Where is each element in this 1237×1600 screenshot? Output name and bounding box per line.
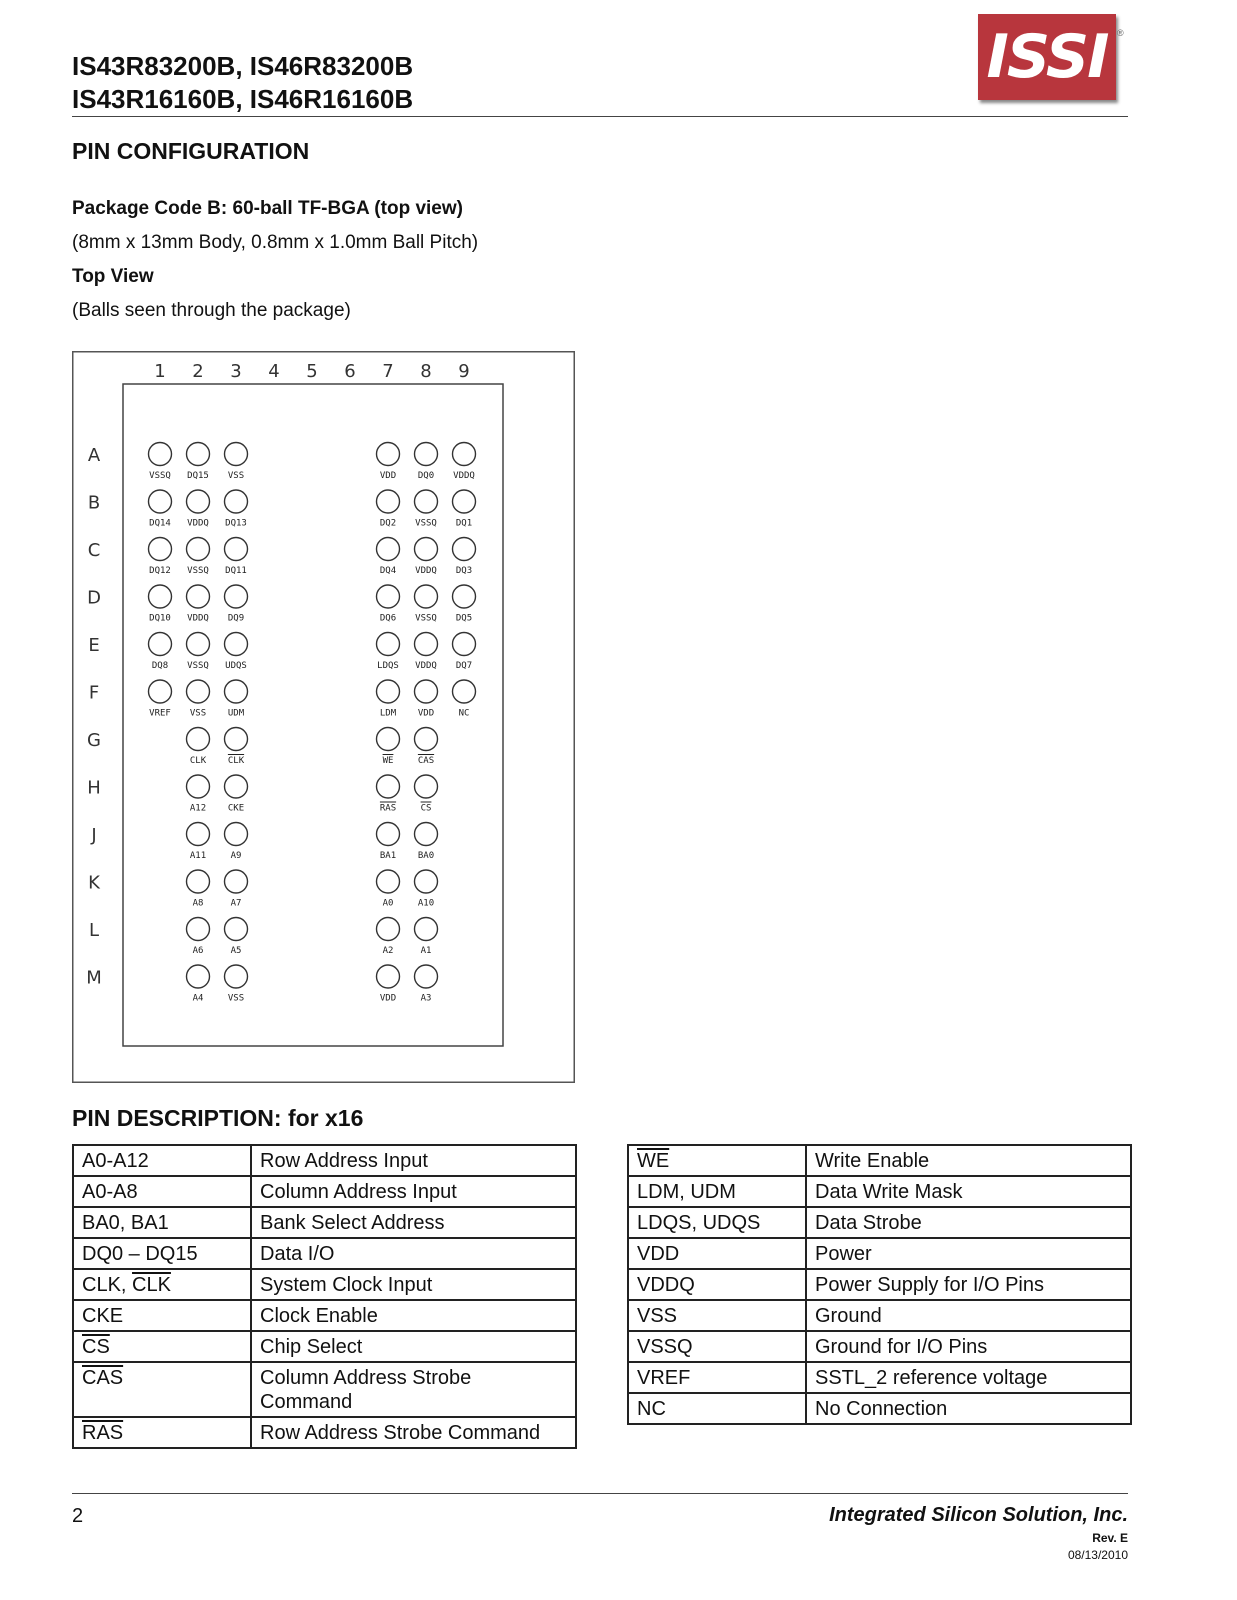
ball bbox=[187, 443, 210, 466]
company-name: Integrated Silicon Solution, Inc. bbox=[829, 1504, 1128, 1526]
table-row bbox=[73, 1417, 576, 1448]
title-line-2: IS43R16160B, IS46R16160B bbox=[72, 84, 414, 114]
table-row bbox=[73, 1331, 576, 1362]
pin-desc-line: Command bbox=[260, 1391, 353, 1413]
ball bbox=[415, 538, 438, 561]
ball bbox=[453, 585, 476, 608]
issi-logo bbox=[978, 14, 1116, 100]
column-number: 4 bbox=[268, 361, 280, 382]
ball-label: VDDQ bbox=[187, 613, 209, 624]
ball-label: CS bbox=[420, 803, 432, 814]
ball bbox=[149, 680, 172, 703]
column-number: 2 bbox=[192, 361, 204, 382]
column-number: 7 bbox=[382, 361, 394, 382]
ball bbox=[149, 538, 172, 561]
ball-label: A4 bbox=[192, 993, 204, 1004]
table-row bbox=[73, 1207, 576, 1238]
ball-label: DQ7 bbox=[455, 661, 473, 671]
ball-diagram bbox=[72, 351, 575, 1083]
pin-desc: Data I/O bbox=[251, 1238, 576, 1269]
pin-name-overline: $\overline{WE}$ bbox=[637, 1150, 670, 1172]
pin-name: BA0, BA1 bbox=[73, 1207, 251, 1238]
ball bbox=[377, 680, 400, 703]
pin-name-overline: $\overline{CLK}$ bbox=[132, 1274, 171, 1296]
ball bbox=[415, 633, 438, 656]
table-row bbox=[73, 1176, 576, 1207]
row-letter: G bbox=[87, 730, 101, 751]
ball-label: VSSQ bbox=[415, 613, 437, 624]
ball bbox=[415, 870, 438, 893]
ball-label: DQ8 bbox=[151, 661, 169, 671]
table-row bbox=[73, 1238, 576, 1269]
ball-label: DQ6 bbox=[379, 613, 397, 624]
column-number: 3 bbox=[230, 361, 242, 382]
ball bbox=[225, 728, 248, 751]
ball-label: VSS bbox=[189, 708, 207, 719]
table-row bbox=[628, 1300, 1131, 1331]
pin-name-overline: $\overline{CAS}$ bbox=[82, 1367, 124, 1389]
ball-label: DQ14 bbox=[149, 518, 171, 529]
ball-label: A6 bbox=[192, 946, 204, 956]
pin-desc: Ground bbox=[806, 1300, 1131, 1331]
pin-description-table-left bbox=[72, 1144, 577, 1449]
ball-label: A10 bbox=[417, 898, 435, 909]
row-letter: M bbox=[86, 967, 102, 989]
ball bbox=[187, 823, 210, 846]
ball bbox=[377, 823, 400, 846]
ball-label: A12 bbox=[189, 803, 207, 814]
ball bbox=[415, 585, 438, 608]
ball-label: VDDQ bbox=[415, 566, 437, 576]
page-number: 2 bbox=[72, 1505, 84, 1527]
ball-label: VREF bbox=[149, 708, 171, 719]
pin-name bbox=[628, 1145, 806, 1176]
table-row bbox=[73, 1145, 576, 1176]
ball-label: BA0 bbox=[417, 851, 435, 861]
ball-label: VSS bbox=[227, 993, 245, 1004]
ball-label: VDD bbox=[417, 708, 435, 719]
ball-label: A5 bbox=[230, 946, 242, 956]
ball bbox=[377, 918, 400, 941]
ball bbox=[415, 775, 438, 798]
ball bbox=[225, 870, 248, 893]
pin-description-table-right bbox=[627, 1144, 1132, 1425]
pin-name: VSS bbox=[628, 1300, 806, 1331]
row-letter: J bbox=[91, 825, 97, 846]
ball bbox=[415, 965, 438, 988]
ball-label: VDDQ bbox=[453, 471, 475, 481]
pin-desc: Row Address Input bbox=[251, 1145, 576, 1176]
ball bbox=[453, 633, 476, 656]
pin-desc: Clock Enable bbox=[251, 1300, 576, 1331]
package-dimensions-line: (8mm x 13mm Body, 0.8mm x 1.0mm Ball Pitch) bbox=[72, 232, 479, 253]
document-title bbox=[72, 50, 413, 116]
table-row bbox=[628, 1393, 1131, 1424]
logo-text: ISSI bbox=[986, 22, 1108, 92]
ball bbox=[377, 490, 400, 513]
package-code-line: Package Code B: 60-ball TF-BGA (top view) bbox=[72, 198, 463, 219]
table-row bbox=[628, 1331, 1131, 1362]
pin-name: A0-A8 bbox=[73, 1176, 251, 1207]
pin-desc: Data Write Mask bbox=[806, 1176, 1131, 1207]
ball-label: DQ4 bbox=[379, 566, 397, 576]
column-number: 6 bbox=[344, 361, 356, 382]
revision: Rev. E bbox=[1092, 1531, 1128, 1545]
revision-date: 08/13/2010 bbox=[1067, 1548, 1128, 1562]
ball bbox=[453, 490, 476, 513]
pin-name-overline: $\overline{CS}$ bbox=[82, 1336, 110, 1358]
ball bbox=[187, 728, 210, 751]
registered-mark: ® bbox=[1117, 28, 1124, 38]
pin-name: VSSQ bbox=[628, 1331, 806, 1362]
ball bbox=[377, 633, 400, 656]
ball-diagram-svg bbox=[72, 351, 575, 1083]
ball-label: VDD bbox=[379, 993, 397, 1004]
pin-desc: Bank Select Address bbox=[251, 1207, 576, 1238]
ball-label: LDM bbox=[379, 708, 397, 719]
table-row bbox=[73, 1362, 576, 1417]
ball bbox=[377, 870, 400, 893]
ball bbox=[415, 728, 438, 751]
pin-desc-line: Column Address Strobe bbox=[260, 1367, 472, 1389]
pin-name: VREF bbox=[628, 1362, 806, 1393]
ball bbox=[225, 823, 248, 846]
pin-name: NC bbox=[628, 1393, 806, 1424]
ball-label: VSS bbox=[227, 471, 245, 481]
ball-label: DQ1 bbox=[455, 518, 473, 529]
ball-label: A7 bbox=[230, 898, 242, 909]
ball-label: DQ15 bbox=[187, 471, 209, 481]
ball bbox=[415, 490, 438, 513]
pin-desc: System Clock Input bbox=[251, 1269, 576, 1300]
ball bbox=[149, 585, 172, 608]
ball bbox=[225, 490, 248, 513]
ball bbox=[225, 965, 248, 988]
row-letter: L bbox=[88, 920, 100, 941]
pin-desc: Column Address Input bbox=[251, 1176, 576, 1207]
ball bbox=[149, 443, 172, 466]
ball-label: DQ11 bbox=[225, 566, 247, 576]
pin-name: VDD bbox=[628, 1238, 806, 1269]
ball bbox=[225, 918, 248, 941]
ball-label: DQ13 bbox=[225, 518, 247, 529]
ball-label: DQ12 bbox=[149, 566, 171, 576]
ball-label: A9 bbox=[230, 851, 242, 861]
table-row bbox=[73, 1269, 576, 1300]
row-letter: H bbox=[87, 777, 101, 799]
ball bbox=[415, 918, 438, 941]
pin-desc: Data Strobe bbox=[806, 1207, 1131, 1238]
pin-configuration-heading: PIN CONFIGURATION bbox=[72, 138, 310, 164]
ball-label: CKE bbox=[227, 803, 245, 814]
pin-name: CKE bbox=[73, 1300, 251, 1331]
pin-desc: Ground for I/O Pins bbox=[806, 1331, 1131, 1362]
pin-desc: Row Address Strobe Command bbox=[251, 1417, 576, 1448]
balls-note: (Balls seen through the package) bbox=[72, 300, 351, 321]
ball bbox=[453, 443, 476, 466]
pin-desc: Power Supply for I/O Pins bbox=[806, 1269, 1131, 1300]
ball-label: WE bbox=[382, 756, 394, 766]
ball bbox=[453, 680, 476, 703]
pin-name-part: CLK, bbox=[82, 1274, 133, 1296]
ball-label: RAS bbox=[379, 803, 397, 814]
diagram-frame bbox=[73, 352, 575, 1083]
pin-name: LDQS, UDQS bbox=[628, 1207, 806, 1238]
ball bbox=[187, 585, 210, 608]
ball bbox=[377, 775, 400, 798]
ball-label: A11 bbox=[189, 851, 207, 861]
ball-label: VDDQ bbox=[187, 518, 209, 529]
pin-name: A0-A12 bbox=[73, 1145, 251, 1176]
ball bbox=[225, 680, 248, 703]
ball bbox=[415, 823, 438, 846]
column-number: 5 bbox=[306, 361, 318, 382]
ball-label: VSSQ bbox=[149, 471, 171, 481]
ball bbox=[415, 443, 438, 466]
pin-name bbox=[73, 1331, 251, 1362]
row-letter: B bbox=[87, 492, 101, 514]
ball-label: CAS bbox=[417, 756, 435, 766]
ball-label: DQ0 bbox=[417, 471, 435, 481]
ball bbox=[187, 538, 210, 561]
ball-label: UDQS bbox=[225, 661, 247, 671]
header-divider bbox=[72, 116, 1128, 117]
ball-label: DQ5 bbox=[455, 613, 473, 624]
table-row bbox=[628, 1176, 1131, 1207]
ball-label: VSSQ bbox=[187, 566, 209, 576]
ball-label: VSSQ bbox=[187, 661, 209, 671]
ball bbox=[377, 538, 400, 561]
ball-label: BA1 bbox=[379, 851, 397, 861]
ball-label: CLK bbox=[227, 756, 245, 766]
footer-divider bbox=[72, 1493, 1128, 1494]
pin-name-overline: $\overline{RAS}$ bbox=[82, 1422, 124, 1444]
table-row bbox=[628, 1269, 1131, 1300]
ball-label: A3 bbox=[420, 993, 432, 1004]
column-number: 8 bbox=[420, 361, 432, 382]
ball bbox=[377, 443, 400, 466]
row-letter: F bbox=[88, 682, 100, 704]
table-row bbox=[628, 1145, 1131, 1176]
pin-name: LDM, UDM bbox=[628, 1176, 806, 1207]
ball bbox=[415, 680, 438, 703]
row-letter: D bbox=[87, 587, 101, 609]
pin-name: DQ0 – DQ15 bbox=[73, 1238, 251, 1269]
ball bbox=[225, 538, 248, 561]
ball bbox=[225, 443, 248, 466]
pin-desc: Power bbox=[806, 1238, 1131, 1269]
pin-name bbox=[73, 1362, 251, 1417]
pin-name bbox=[73, 1269, 251, 1300]
ball bbox=[187, 633, 210, 656]
ball-label: CLK bbox=[189, 756, 207, 766]
ball bbox=[187, 490, 210, 513]
ball-label: A8 bbox=[192, 898, 204, 909]
ball bbox=[149, 633, 172, 656]
ball bbox=[187, 918, 210, 941]
ball bbox=[225, 585, 248, 608]
table-row bbox=[628, 1238, 1131, 1269]
ball bbox=[225, 633, 248, 656]
pin-name bbox=[73, 1417, 251, 1448]
ball-label: NC bbox=[458, 708, 470, 719]
ball bbox=[187, 965, 210, 988]
ball-label: A2 bbox=[382, 946, 394, 956]
column-number: 9 bbox=[458, 361, 470, 382]
ball bbox=[149, 490, 172, 513]
ball bbox=[225, 775, 248, 798]
row-letter: K bbox=[88, 872, 100, 894]
ball bbox=[377, 728, 400, 751]
ball-label: VDD bbox=[379, 471, 397, 481]
pin-description-heading: PIN DESCRIPTION: for x16 bbox=[72, 1105, 364, 1131]
pin-desc: SSTL_2 reference voltage bbox=[806, 1362, 1131, 1393]
ball-label: DQ9 bbox=[227, 613, 245, 624]
pin-name: VDDQ bbox=[628, 1269, 806, 1300]
ball-label: VSSQ bbox=[415, 518, 437, 529]
ball bbox=[187, 775, 210, 798]
row-letter: E bbox=[88, 635, 100, 656]
package-outline bbox=[123, 384, 503, 1046]
table-row bbox=[628, 1207, 1131, 1238]
ball bbox=[453, 538, 476, 561]
ball-label: DQ10 bbox=[149, 613, 171, 624]
ball-label: DQ3 bbox=[455, 566, 473, 576]
ball-label: UDM bbox=[227, 708, 245, 719]
ball bbox=[187, 870, 210, 893]
table-row bbox=[628, 1362, 1131, 1393]
column-number: 1 bbox=[154, 361, 166, 382]
pin-desc bbox=[251, 1362, 576, 1417]
ball bbox=[187, 680, 210, 703]
ball bbox=[377, 965, 400, 988]
pin-desc: Write Enable bbox=[806, 1145, 1131, 1176]
ball bbox=[377, 585, 400, 608]
ball-label: DQ2 bbox=[379, 518, 397, 529]
ball-label: A0 bbox=[382, 898, 394, 909]
pin-desc: No Connection bbox=[806, 1393, 1131, 1424]
table-row bbox=[73, 1300, 576, 1331]
ball-label: A1 bbox=[420, 946, 432, 956]
ball-label: VDDQ bbox=[415, 661, 437, 671]
row-letter: C bbox=[87, 540, 101, 561]
pin-desc: Chip Select bbox=[251, 1331, 576, 1362]
title-line-1: IS43R83200B, IS46R83200B bbox=[72, 51, 414, 81]
row-letter: A bbox=[87, 445, 101, 466]
ball-label: LDQS bbox=[377, 661, 399, 671]
top-view-label: Top View bbox=[72, 266, 154, 287]
